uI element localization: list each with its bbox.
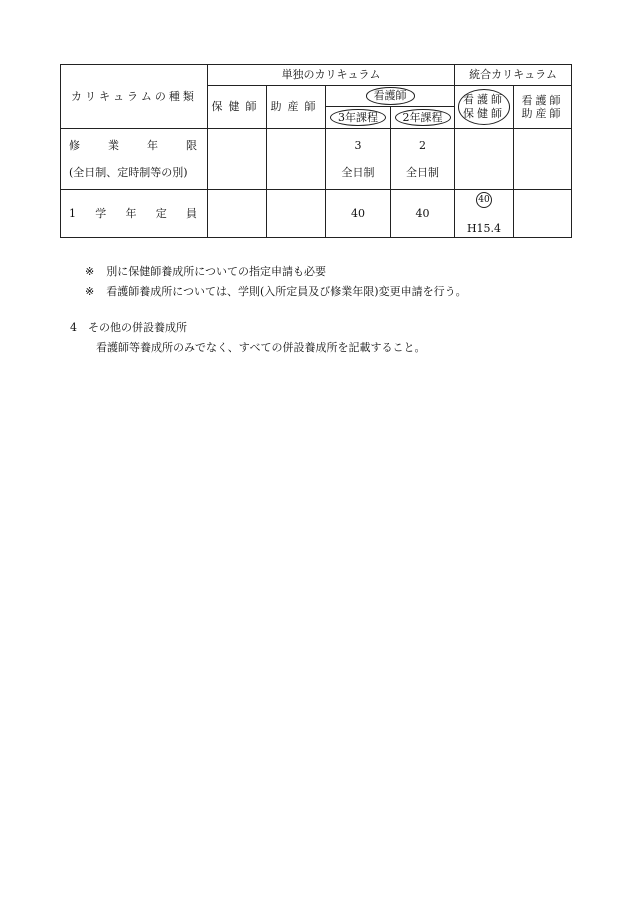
duration-3yr-sub: 全日制 <box>341 166 375 179</box>
duration-midwife-cell <box>267 129 326 190</box>
duration-row <box>61 129 572 190</box>
duration-label-cell <box>61 129 208 190</box>
duration-label <box>69 139 207 152</box>
integrated-curriculum-header: 統合カリキュラム <box>455 65 572 86</box>
duration-char-2: 業 <box>108 138 119 152</box>
note-2-mark: ※ <box>85 285 95 298</box>
capacity-integrated-1-cell <box>455 190 514 238</box>
duration-sublabel: (全日制、定時制等の別) <box>69 166 188 179</box>
duration-char-1: 修 <box>69 138 80 152</box>
capacity-midwife-cell <box>267 190 326 238</box>
three-year-course-label: 3年課程 <box>330 109 386 126</box>
capacity-char-3: 年 <box>125 206 137 220</box>
public-health-nurse-header: 保健師 <box>208 86 267 129</box>
duration-2yr-sub: 全日制 <box>406 166 439 179</box>
capacity-integrated-2-cell <box>514 190 572 238</box>
section-4-heading: 4 その他の併設養成所 <box>70 321 187 334</box>
duration-char-3: 年 <box>147 138 158 152</box>
curriculum-type-label: カリキュラムの種類 <box>61 65 208 129</box>
two-year-course-header <box>391 107 455 129</box>
header-row-1 <box>61 65 572 86</box>
duration-integrated-2-cell <box>514 129 572 190</box>
duration-phn-cell <box>208 129 267 190</box>
capacity-char-1: 1 <box>69 206 76 220</box>
note-1-mark: ※ <box>85 265 95 278</box>
capacity-char-4: 定 <box>155 206 167 220</box>
curriculum-table <box>60 64 572 238</box>
two-year-course-label: 2年課程 <box>395 109 451 126</box>
capacity-label-cell <box>61 190 208 238</box>
capacity-label <box>69 207 207 220</box>
capacity-row <box>61 190 572 238</box>
note-2-text: 看護師養成所については、学則(入所定員及び修業年限)変更申請を行う。 <box>106 285 467 298</box>
section-4-body: 看護師等養成所のみでなく、すべての併設養成所を記載すること。 <box>96 341 426 354</box>
integrated-col1-line1: 看護師 <box>463 93 506 107</box>
note-1-text: 別に保健師養成所についての指定申請も必要 <box>106 265 326 278</box>
integrated-col2-line2: 助産師 <box>521 107 564 120</box>
circled-capacity: 40 <box>476 192 492 208</box>
duration-3yr-cell <box>326 129 391 190</box>
capacity-integrated-note: H15.4 <box>466 221 502 235</box>
integrated-col1-line2: 保健師 <box>463 107 506 120</box>
capacity-phn-cell <box>208 190 267 238</box>
three-year-course-header <box>326 107 391 129</box>
duration-char-4: 限 <box>186 138 197 152</box>
duration-2yr-cell <box>391 129 455 190</box>
duration-2yr-value: 2 <box>419 138 426 152</box>
capacity-3yr-cell: 40 <box>326 190 391 238</box>
capacity-char-2: 学 <box>95 206 107 220</box>
duration-integrated-1-cell <box>455 129 514 190</box>
integrated-col2-line1: 看護師 <box>521 93 564 107</box>
midwife-header: 助産師 <box>267 86 326 129</box>
integrated-nurse-midwife-header <box>514 86 572 129</box>
capacity-char-5: 員 <box>186 206 197 220</box>
nurse-group-header <box>326 86 455 107</box>
note-1 <box>85 263 326 279</box>
integrated-nurse-phn-header <box>455 86 514 129</box>
capacity-2yr-cell: 40 <box>391 190 455 238</box>
integrated-nurse-phn-oval <box>458 89 510 125</box>
nurse-group-label: 看護師 <box>366 87 415 104</box>
single-curriculum-header: 単独のカリキュラム <box>208 65 455 86</box>
note-2 <box>85 283 467 299</box>
duration-3yr-value: 3 <box>354 138 362 152</box>
